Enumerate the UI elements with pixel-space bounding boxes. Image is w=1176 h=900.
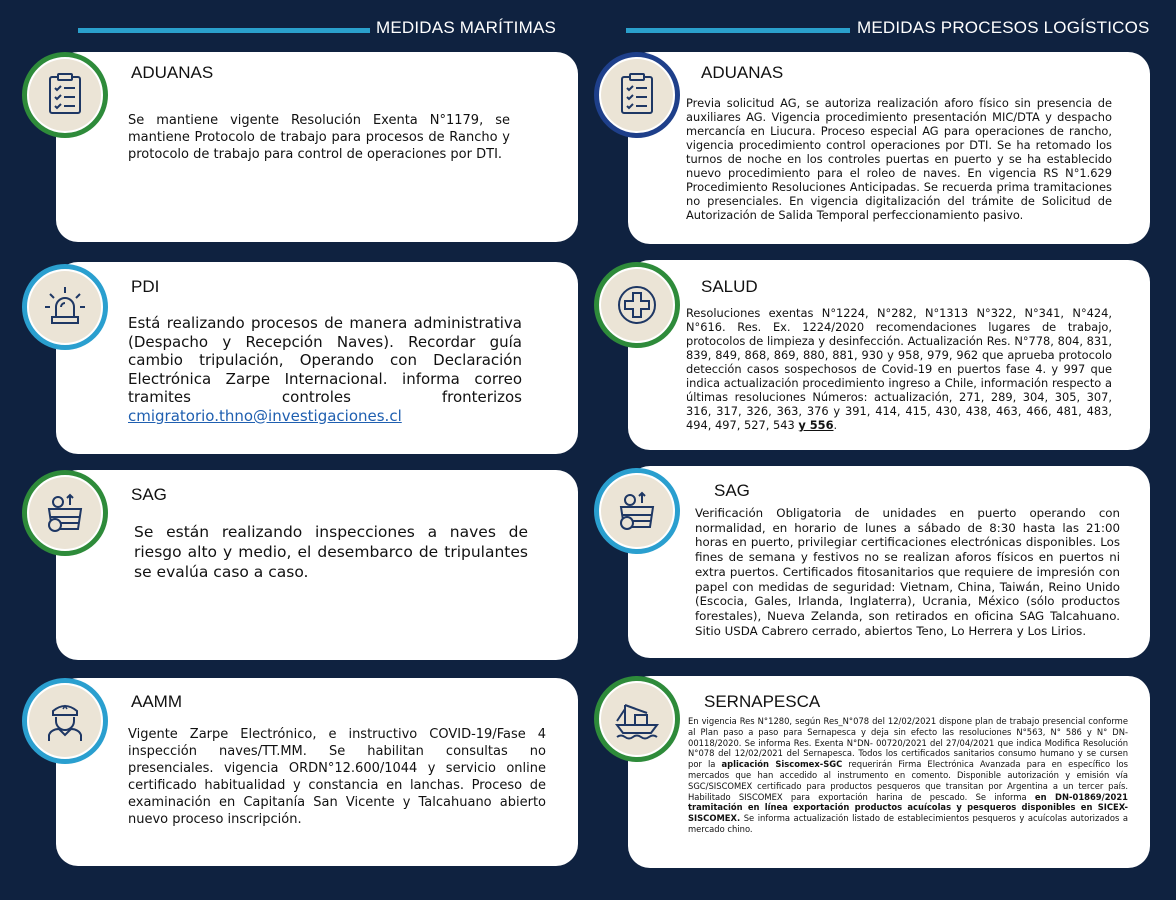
maritime-aduanas-text: Se mantiene vigente Resolución Exenta N°1179, se mantiene Protocolo de trabajo para procesos de Rancho y protocolo de trabajo para control de operaciones por DTI. <box>128 113 510 162</box>
fishing-boat-icon <box>613 695 661 743</box>
captain-icon <box>41 697 89 745</box>
aamm-badge <box>22 678 108 764</box>
aamm-card <box>56 678 578 866</box>
logistics-sag-text: Verificación Obligatoria de unidades en puerto operando con normalidad, en horario de lunes a sábado de 8:30 hasta las 21:00 horas en puerto, privilegiar certificaciones electrónicas disponibles. Los fines de semana y festivos no se realizan aforos físicos en puertos ni extra puertos. Certificados fitosanitarios que requiere de impresión con papel con medidas de seguridad: Vietnam, China, Taiwán, Reino Unido (Escocia, Gales, Irlanda, Inglaterra), Ucrania, México (sólo productos forestales), Nueva Zelanda, son retirados en oficina SAG Talcahuano. Sitio USDA Cabrero cerrado, abiertos Teno, Lo Herrera y Los Lirios. <box>695 506 1120 638</box>
salud-card <box>628 260 1150 450</box>
sernapesca-text-p2-bold: en DN-01869/2021 tramitación en línea exportación productos acuícolas y pesqueros disponibles en SICEX-SISCOMEX. <box>688 791 1128 824</box>
sernapesca-text-p2: requerirán Firma Electrónica Avanzada para en específico los mercados que han accedido al instrumento en comento. Disponible autorización y emisión vía SGC/SISCOMEX certificado para productos pesqueros que transitan por Argentina a un tercer país. Habilitado SISCOMEX para exportación harina de pescado. Se informa <box>688 759 1128 802</box>
salud-text-period: . <box>833 418 838 432</box>
siren-icon <box>41 283 89 331</box>
pdi-text-body: Está realizando procesos de manera administrativa (Despacho y Recepción Naves). Recordar guía cambio tripulación, Operando con Declaración Electrónica Zarpe Internacional. informa correo tramites controles fronterizos <box>128 314 522 406</box>
maritime-sag-text: Se están realizando inspecciones a naves de riesgo alto y medio, el desembarco de tripulantes se evalúa caso a caso. <box>134 523 528 581</box>
checklist-icon <box>613 71 661 119</box>
maritime-aduanas-badge <box>22 52 108 138</box>
logistics-header-bar <box>626 28 850 33</box>
sernapesca-text-p1-bold: aplicación Siscomex-SGC <box>721 759 843 770</box>
logistics-sag-title: SAG <box>714 481 750 500</box>
pdi-email-link[interactable]: cmigratorio.thno@investigaciones.cl <box>128 406 402 425</box>
maritime-header-bar <box>78 28 370 33</box>
logistics-aduanas-title: ADUANAS <box>701 63 784 82</box>
salud-badge <box>594 262 680 348</box>
checklist-icon <box>41 71 89 119</box>
maritime-sag-badge <box>22 470 108 556</box>
logistics-sag-badge <box>594 468 680 554</box>
salud-text-end: y 556 <box>798 418 834 432</box>
salud-title: SALUD <box>701 277 758 296</box>
maritime-header <box>78 18 568 46</box>
produce-basket-icon <box>613 487 661 535</box>
pdi-title: PDI <box>131 277 160 296</box>
logistics-header <box>626 18 1166 46</box>
logistics-aduanas-card <box>628 52 1150 244</box>
medical-cross-icon <box>613 281 661 329</box>
sernapesca-title: SERNAPESCA <box>704 692 821 711</box>
produce-basket-icon <box>41 489 89 537</box>
pdi-badge <box>22 264 108 350</box>
aamm-title: AAMM <box>131 692 182 711</box>
logistics-aduanas-badge <box>594 52 680 138</box>
logistics-sag-card <box>628 466 1150 658</box>
maritime-aduanas-card <box>56 52 578 242</box>
maritime-sag-title: SAG <box>131 485 167 504</box>
logistics-header-title: MEDIDAS PROCESOS LOGÍSTICOS <box>857 18 1150 37</box>
maritime-header-title: MEDIDAS MARÍTIMAS <box>376 18 557 37</box>
sernapesca-text-p1: En vigencia Res N°1280, según Res_N°078 del 12/02/2021 dispone plan de trabajo presencial conforme al Plan paso a paso para Sernapesca y deja sin efecto las resoluciones N°563, N° 586 y N° DN- 00118/2020. Se informa Res. Exenta N°DN- 00720/2021 del 27/04/2021 que indica Modifica Resolución N°078 del 12/02/2021 del Sernapesca. Todos los certificados sanitarios consumo humano y se cursen por la <box>688 716 1128 770</box>
sernapesca-text-p3: Se informa actualización listado de establecimientos pesqueros y acuícolas autorizados a mercado chino. <box>688 813 1128 834</box>
salud-text-body: Resoluciones exentas N°1224, N°282, N°1313 N°322, N°341, N°424, N°616. Res. Ex. 1224/2020 recomendaciones lugares de trabajo, protocolos de limpieza y desinfección. Actualización Res. N°778, 804, 831, 839, 849, 868, 869, 880, 881, 930 y 958, 979, 962 que aprueba protocolo detección casos sospechosos de Covid-19 en puertos fase 4. y 997 que indica actualización procedimiento ingreso a Chile, información respecto a últimas resoluciones Números: actualización, 271, 289, 304, 305, 307, 316, 317, 326, 363, 376 y 391, 414, 415, 430, 438, 463, 466, 481, 483, 494, 497, 527, 543 <box>686 306 1112 432</box>
aamm-text: Vigente Zarpe Electrónico, e instructivo COVID-19/Fase 4 inspección naves/TT.MM. Se habilitan consultas no presenciales. vigencia ORDN°12.600/1044 y servicio online certificado habitualidad y constancia en lanchas. Proceso de examinación en Capitanía San Vicente y Talcahuano abierto nuevo proceso inscripción. <box>128 727 546 827</box>
logistics-aduanas-text: Previa solicitud AG, se autoriza realización aforo físico sin presencia de auxiliares AG. Vigencia procedimiento presentación MIC/DTA y despacho mercancía en Liucura. Proceso especial AG para operaciones de rancho, vigencia procedimiento control operaciones por DTI. Se ha retomado los turnos de noche en los controles puertas en puerto y se ha establecido nuevo procedimiento para el roleo de naves. En vigencia RS N°1.629 Procedimiento Resoluciones Anticipadas. Se recuerda prima tramitaciones no presenciales. En vigencia digitalización del trámite de Solicitud de Autorización de Salida Temporal perfeccionamiento pasivo. <box>686 96 1112 222</box>
pdi-text <box>128 314 522 425</box>
maritime-sag-card <box>56 470 578 660</box>
sernapesca-card <box>628 676 1150 868</box>
salud-text <box>686 306 1112 432</box>
maritime-aduanas-title: ADUANAS <box>131 63 214 82</box>
pdi-card <box>56 262 578 454</box>
sernapesca-text <box>688 716 1128 835</box>
sernapesca-badge <box>594 676 680 762</box>
